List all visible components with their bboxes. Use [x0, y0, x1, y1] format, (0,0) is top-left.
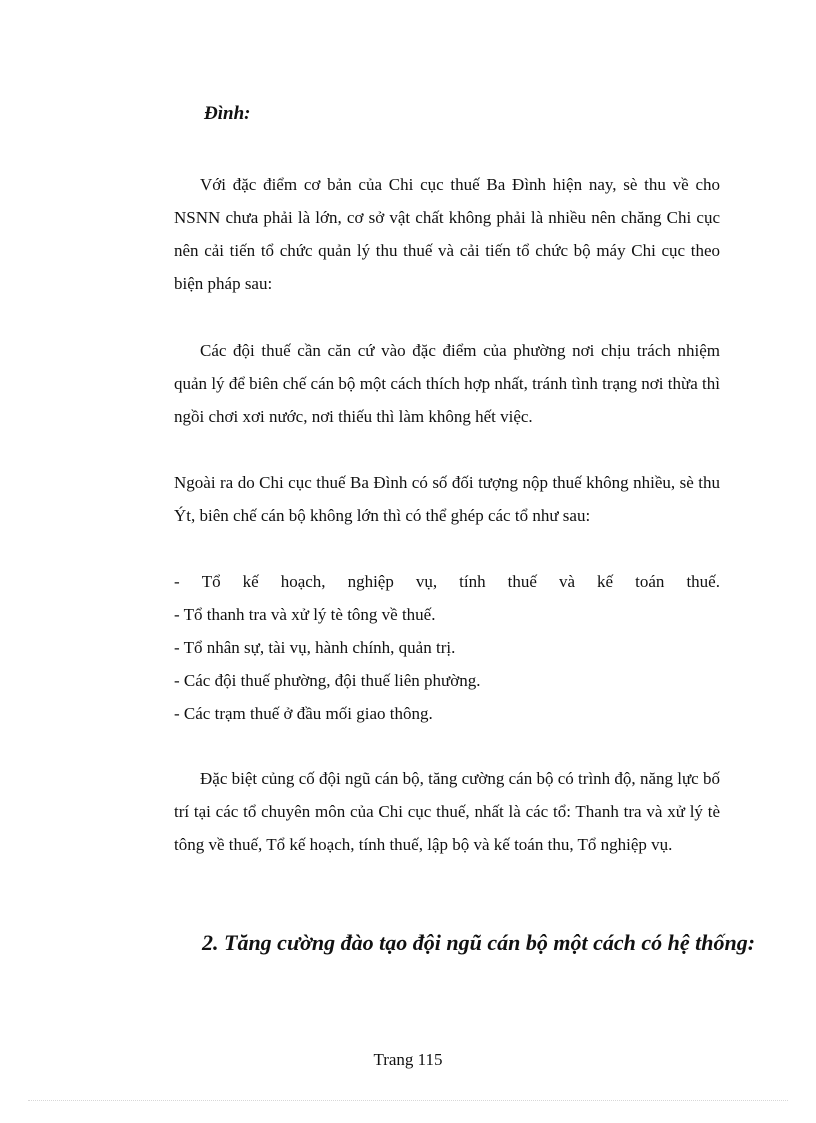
page-number: Trang 115 [373, 1050, 443, 1069]
page-bottom-divider [28, 1100, 788, 1101]
list-item: - Tổ thanh tra và xử lý tè tông về thuế. [174, 605, 436, 624]
list-item: - Tổ kế hoạch, nghiệp vụ, tính thuế và kế toán thuế. [174, 572, 720, 591]
list-item: - Các trạm thuế ở đầu mối giao thông. [174, 704, 433, 723]
list-item: - Các đội thuế phường, đội thuế liên phường. [174, 671, 481, 690]
group-list [174, 565, 720, 730]
list-item: - Tổ nhân sự, tài vụ, hành chính, quản trị. [174, 638, 456, 657]
section-heading: 2. Tăng cường đào tạo đội ngũ cán bộ một cách có hệ thống: [202, 930, 756, 955]
paragraph-1: Với đặc điểm cơ bản của Chi cục thuế Ba Đình hiện nay, sè thu về cho NSNN chưa phải là lớn, cơ sở vật chất không phải là nhiều nên chăng Chi cục nên cải tiến tổ chức quản lý thu thuế và cải tiến tổ chức bộ máy Chi cục theo biện pháp sau: [174, 175, 720, 293]
paragraph-3: Ngoài ra do Chi cục thuế Ba Đình có số đối tượng nộp thuế không nhiều, sè thu Ýt, biên chế cán bộ không lớn thì có thể ghép các tổ như sau: [174, 473, 720, 525]
paragraph-2: Các đội thuế cần căn cứ vào đặc điểm của phường nơi chịu trách nhiệm quản lý để biên chế cán bộ một cách thích hợp nhất, tránh tình trạng nơi thừa thì ngồi chơi xơi nước, nơi thiếu thì làm không hết việc. [174, 341, 720, 426]
paragraph-4: Đặc biệt củng cố đội ngũ cán bộ, tăng cường cán bộ có trình độ, năng lực bố trí tại các tổ chuyên môn của Chi cục thuế, nhất là các tổ: Thanh tra và xử lý tè tông về thuế, Tổ kế hoạch, tính thuế, lập bộ và kế toán thu, Tổ nghiệp vụ. [174, 769, 720, 854]
top-heading: Đình: [204, 103, 251, 124]
